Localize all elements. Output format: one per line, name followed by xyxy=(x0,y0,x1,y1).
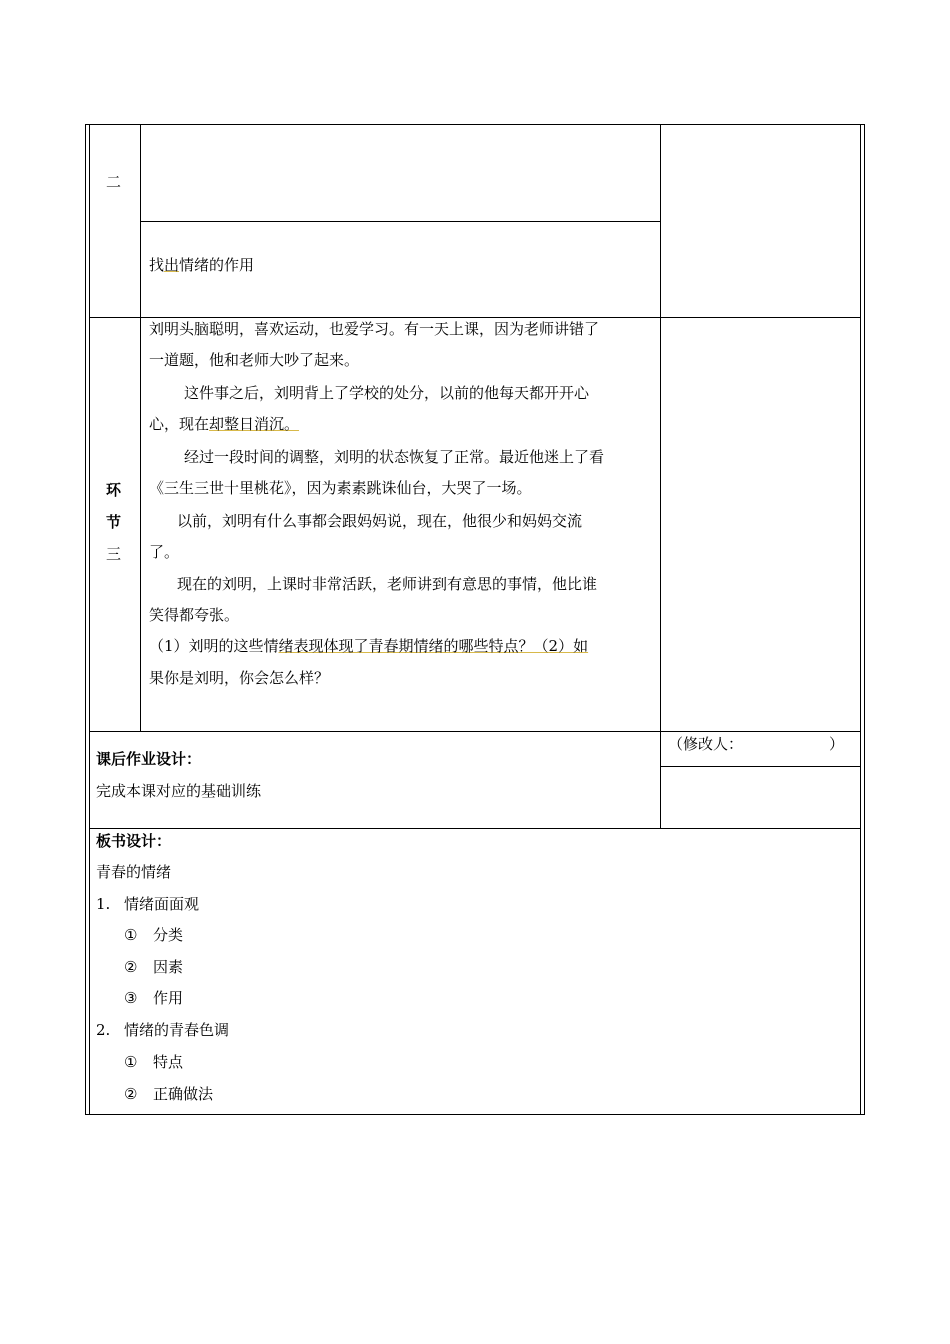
section2-label: 二 xyxy=(106,173,122,191)
section3-label-1: 环 xyxy=(106,481,122,499)
homework-content: 完成本课对应的基础训练 xyxy=(96,782,262,800)
table-border-left-outer xyxy=(85,124,86,1115)
story-text: （1）刘明的这些情 xyxy=(149,637,279,655)
board-subitem-text: 作用 xyxy=(153,989,184,1007)
row-divider-section3 xyxy=(89,317,861,318)
row-divider-board xyxy=(89,828,861,829)
table-border-top xyxy=(85,124,865,125)
story-line: 现在的刘明，上课时非常活跃，老师讲到有意思的事情，他比谁 xyxy=(177,575,598,593)
story-text: 却整日消沉。 xyxy=(209,415,300,433)
homework-title: 课后作业设计： xyxy=(96,750,202,768)
board-subitem-mark: ③ xyxy=(124,989,138,1007)
section3-label-3: 三 xyxy=(106,545,122,563)
story-line: 笑得都夸张。 xyxy=(149,606,240,624)
board-subitem-text: 分类 xyxy=(153,926,184,944)
story-line: 以前，刘明有什么事都会跟妈妈说，现在，他很少和妈妈交流 xyxy=(177,512,583,530)
modifier-label: （修改人： xyxy=(668,735,744,753)
section2-task-mark: 出 xyxy=(164,256,180,274)
column-divider-label xyxy=(140,124,141,731)
board-subitem-text: 特点 xyxy=(153,1053,184,1071)
table-border-left-inner xyxy=(89,124,90,1115)
board-item-text: 情绪的青春色调 xyxy=(124,1021,230,1039)
table-border-right-outer xyxy=(864,124,865,1115)
section3-label-2: 节 xyxy=(106,513,122,531)
table-border-bottom xyxy=(85,1114,865,1115)
story-line: 《三生三世十里桃花》，因为素素跳诛仙台，大哭了一场。 xyxy=(149,479,532,497)
board-subitem-mark: ② xyxy=(124,958,138,976)
board-subitem-mark: ① xyxy=(124,1053,138,1071)
story-text: 心，现在 xyxy=(149,415,210,433)
story-line: 了。 xyxy=(149,543,180,561)
table-border-right-inner xyxy=(860,124,861,1115)
story-line: 经过一段时间的调整，刘明的状态恢复了正常。最近他迷上了看 xyxy=(184,448,605,466)
board-item-text: 情绪面面观 xyxy=(124,895,200,913)
board-subitem-mark: ② xyxy=(124,1085,138,1103)
section2-task xyxy=(149,255,254,275)
story-line: 这件事之后，刘明背上了学校的处分，以前的他每天都开开心 xyxy=(184,384,590,402)
board-subitem-text: 因素 xyxy=(153,958,184,976)
section2-task-suffix: 情绪的作用 xyxy=(179,256,255,274)
story-line: 刘明头脑聪明，喜欢运动，也爱学习。有一天上课，因为老师讲错了 xyxy=(149,320,600,338)
board-heading: 青春的情绪 xyxy=(96,863,172,881)
column-divider-right xyxy=(660,124,661,828)
modifier-close: ） xyxy=(829,735,845,753)
story-line: 一道题，他和老师大吵了起来。 xyxy=(149,351,360,369)
section2-task-prefix: 找 xyxy=(149,256,165,274)
row-divider-section2-inner xyxy=(140,221,661,222)
board-item-number: 1. xyxy=(96,895,111,913)
row-divider-modifier xyxy=(660,766,861,767)
story-line: 果你是刘明，你会怎么样？ xyxy=(149,669,330,687)
board-title: 板书设计： xyxy=(96,832,172,850)
row-divider-homework xyxy=(89,731,861,732)
story-text: 绪表现体现了青春期情绪的哪些特点？（2）如 xyxy=(278,637,589,655)
board-subitem-mark: ① xyxy=(124,926,138,944)
board-subitem-text: 正确做法 xyxy=(153,1085,214,1103)
board-item-number: 2. xyxy=(96,1021,111,1039)
story-line xyxy=(149,414,299,434)
story-line xyxy=(149,636,588,656)
